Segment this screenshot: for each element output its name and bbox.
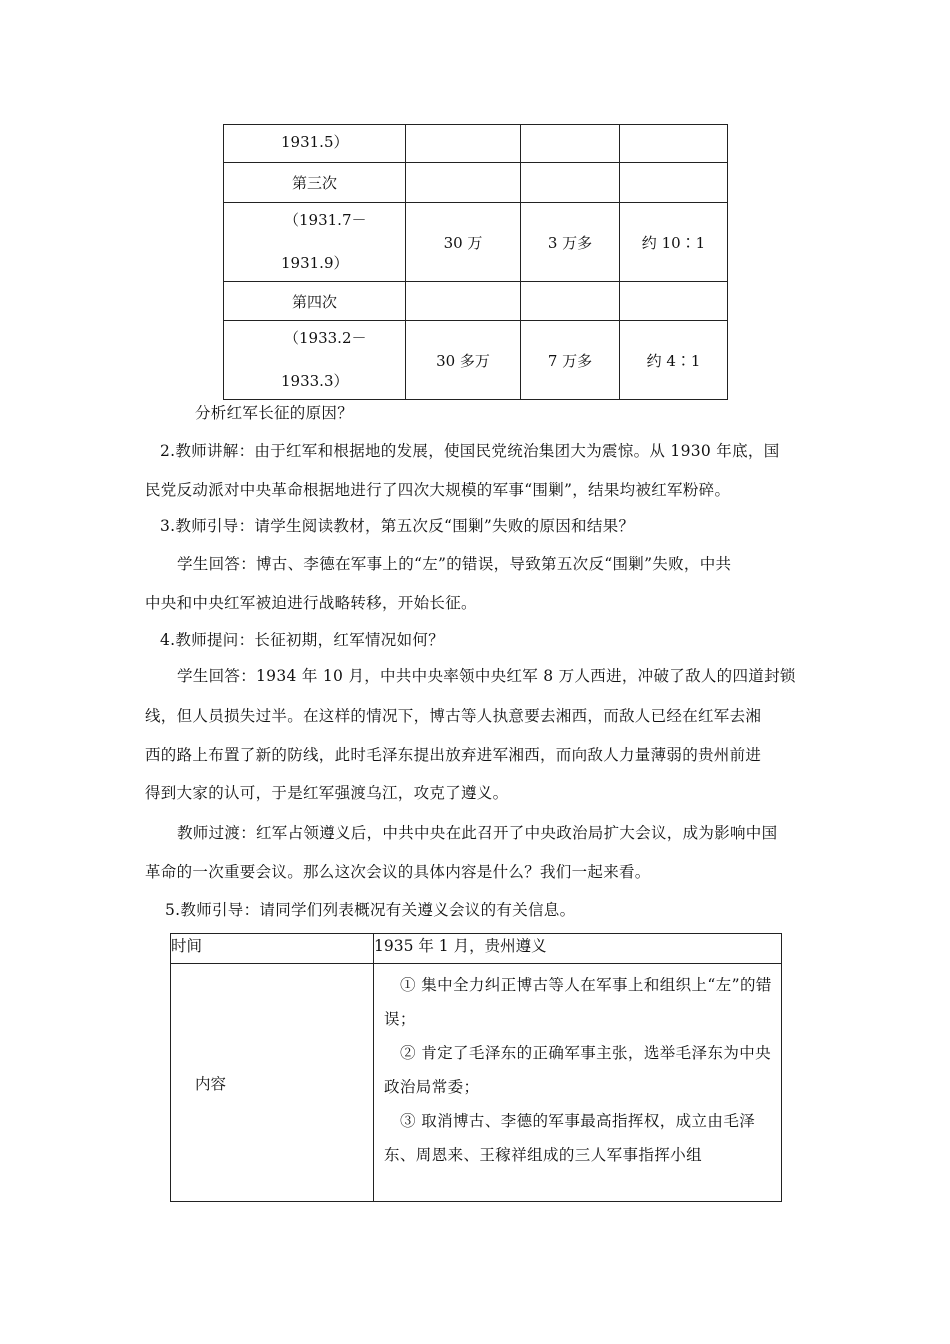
table-row — [171, 934, 782, 964]
zunyi-conference-table — [170, 933, 782, 1202]
campaign-comparison-table — [223, 124, 728, 400]
table-cell: 7 万多 — [521, 321, 620, 400]
table-row — [224, 163, 728, 203]
paragraph: 3.教师引导：请学生阅读教材，第五次反“围剿”失败的原因和结果？ — [160, 517, 635, 535]
paragraph: 学生回答：1934 年 10 月，中共中央率领中央红军 8 万人西进，冲破了敌人的四道封锁 — [177, 667, 796, 685]
table-row — [224, 321, 728, 400]
table-cell: 约 4∶1 — [620, 321, 728, 400]
content-value — [374, 964, 782, 1202]
paragraph: 教师过渡：红军占领遵义后，中共中央在此召开了中央政治局扩大会议，成为影响中国 — [177, 824, 778, 842]
paragraph: 学生回答：博古、李德在军事上的“左”的错误，导致第五次反“围剿”失败，中共 — [177, 555, 732, 573]
paragraph: 得到大家的认可，于是红军强渡乌江，攻克了遵义。 — [145, 784, 509, 802]
date-range-start: （1933.2－ — [284, 329, 367, 347]
table-cell: 第四次 — [224, 282, 406, 321]
table-cell: 约 10∶1 — [620, 203, 728, 282]
paragraph: 分析红军长征的原因？ — [195, 404, 354, 422]
date-range-start: （1931.7－ — [284, 211, 367, 229]
paragraph: 线，但人员损失过半。在这样的情况下，博古等人执意要去湘西，而敌人已经在红军去湘 — [145, 707, 762, 725]
table-cell: 30 多万 — [406, 321, 521, 400]
table-cell — [620, 282, 728, 321]
table-cell — [620, 163, 728, 203]
table-cell — [521, 282, 620, 321]
paragraph: 西的路上布置了新的防线，此时毛泽东提出放弃进军湘西，而向敌人力量薄弱的贵州前进 — [145, 746, 762, 764]
table-cell — [406, 163, 521, 203]
table-cell: 第三次 — [224, 163, 406, 203]
paragraph: 4.教师提问：长征初期，红军情况如何？ — [160, 631, 444, 649]
table-row — [224, 203, 728, 282]
table-cell — [406, 282, 521, 321]
table-cell — [224, 321, 406, 400]
table-cell — [620, 125, 728, 163]
paragraph: 革命的一次重要会议。那么这次会议的具体内容是什么？我们一起来看。 — [145, 863, 651, 881]
paragraph: 5.教师引导：请同学们列表概况有关遵义会议的有关信息。 — [165, 901, 576, 919]
time-label: 时间 — [171, 934, 374, 964]
table-cell — [521, 163, 620, 203]
date-range-end: 1933.3） — [281, 372, 349, 390]
table-row — [224, 125, 728, 163]
content-item: ② 肯定了毛泽东的正确军事主张，选举毛泽东为中央政治局常委； — [384, 1044, 772, 1096]
content-label: 内容 — [171, 964, 374, 1202]
table-cell — [224, 203, 406, 282]
table-cell: 3 万多 — [521, 203, 620, 282]
table-cell — [521, 125, 620, 163]
paragraph: 民党反动派对中央革命根据地进行了四次大规模的军事“围剿”，结果均被红军粉碎。 — [145, 481, 731, 499]
paragraph: 中央和中央红军被迫进行战略转移，开始长征。 — [145, 594, 477, 612]
time-value: 1935 年 1 月，贵州遵义 — [374, 934, 782, 964]
date-range-end: 1931.9） — [281, 254, 349, 272]
table-cell: 1931.5） — [224, 125, 406, 163]
content-item: ① 集中全力纠正博古等人在军事上和组织上“左”的错误； — [384, 976, 772, 1028]
paragraph: 2.教师讲解：由于红军和根据地的发展，使国民党统治集团大为震惊。从 1930 年底，国 — [160, 442, 780, 460]
table-row — [224, 282, 728, 321]
content-item: ③ 取消博古、李德的军事最高指挥权，成立由毛泽东、周恩来、王稼祥组成的三人军事指挥小组 — [384, 1112, 756, 1164]
table-row — [171, 964, 782, 1202]
table-cell — [406, 125, 521, 163]
table-cell: 30 万 — [406, 203, 521, 282]
